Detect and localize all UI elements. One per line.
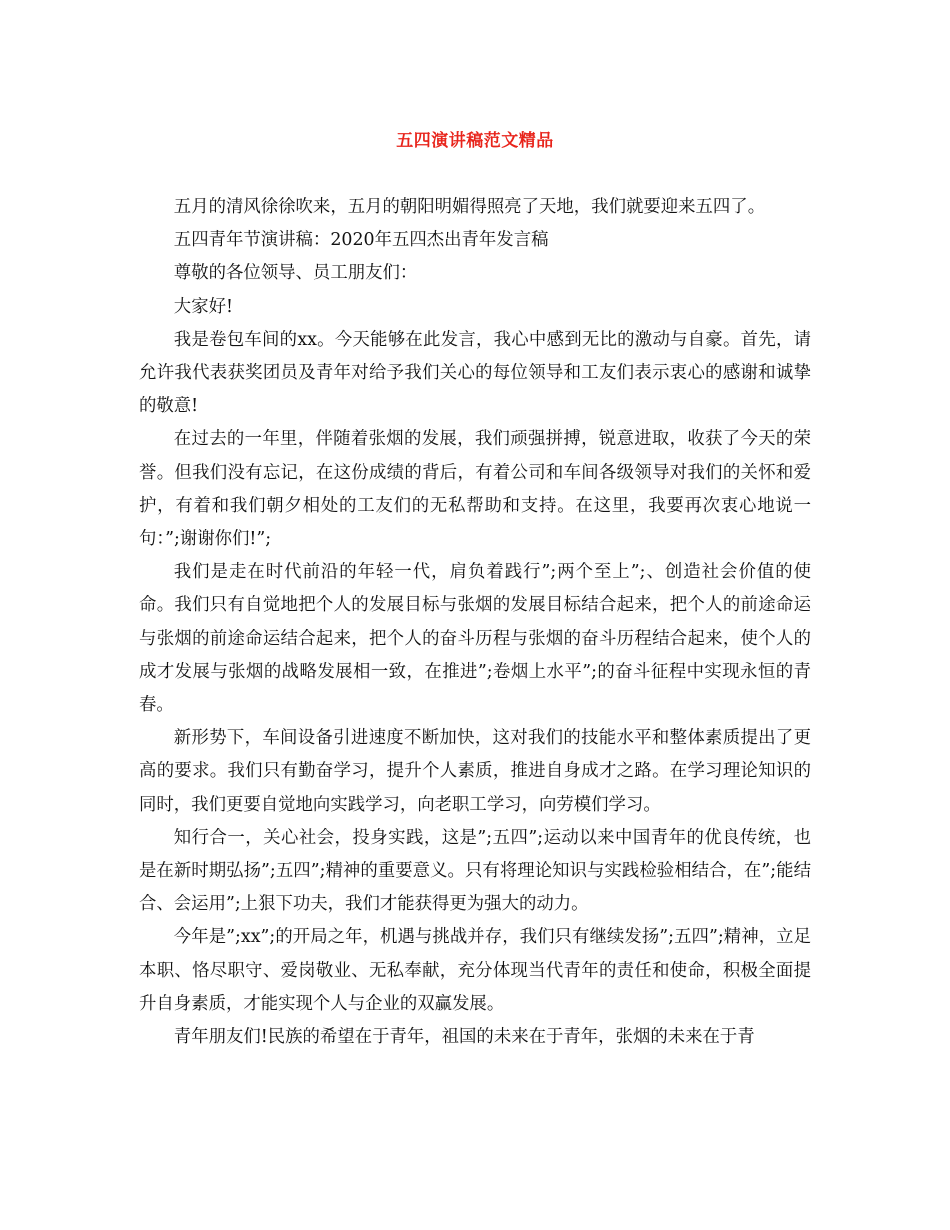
paragraph: 新形势下，车间设备引进速度不断加快，这对我们的技能水平和整体素质提出了更高的要求。我们只有勤奋学习，提升个人素质，推进自身成才之路。在学习理论知识的同时，我们更要自觉地向实践学习，向老职工学习，向劳模们学习。	[139, 728, 811, 815]
document-body	[139, 191, 811, 1054]
paragraph: 青年朋友们!民族的希望在于青年，祖国的未来在于青年，张烟的未来在于青	[173, 1027, 755, 1048]
paragraph: 五四青年节演讲稿：2020年五四杰出青年发言稿	[173, 230, 549, 251]
paragraph: 大家好!	[173, 296, 233, 317]
paragraph: 五月的清风徐徐吹来，五月的朝阳明媚得照亮了天地，我们就要迎来五四了。	[173, 197, 766, 217]
paragraph: 我们是走在时代前沿的年轻一代，肩负着践行”;两个至上”;、创造社会价值的使命。我们只有自觉地把个人的发展目标与张烟的发展目标结合起来，把个人的前途命运与张烟的前途命运结合起来，把个人的奋斗历程与张烟的奋斗历程结合起来，使个人的成才发展与张烟的战略发展相一致，在推进”;卷烟上水平”;的奋斗征程中实现永恒的青春。	[139, 562, 811, 716]
document-title: 五四演讲稿范文精品	[396, 131, 554, 151]
paragraph: 知行合一，关心社会，投身实践，这是”;五四”;运动以来中国青年的优良传统，也是在新时期弘扬”;五四”;精神的重要意义。只有将理论知识与实践检验相结合，在”;能结合、会运用”;上狠下功夫，我们才能获得更为强大的动力。	[139, 827, 811, 915]
paragraph: 在过去的一年里，伴随着张烟的发展，我们顽强拼搏，锐意进取，收获了今天的荣誉。但我们没有忘记，在这份成绩的背后，有着公司和车间各级领导对我们的关怀和爱护，有着和我们朝夕相处的工友们的无私帮助和支持。在这里，我要再次衷心地说一句：”;谢谢你们!”;	[139, 429, 811, 550]
paragraph: 我是卷包车间的xx。今天能够在此发言，我心中感到无比的激动与自豪。首先，请允许我代表获奖团员及青年对给予我们关心的每位领导和工友们表示衷心的感谢和诚挚的敬意!	[139, 329, 811, 417]
paragraph: 今年是”;xx”;的开局之年，机遇与挑战并存，我们只有继续发扬”;五四”;精神，立足本职、恪尽职守、爱岗敬业、无私奉献，充分体现当代青年的责任和使命，积极全面提升自身素质，才能实现个人与企业的双赢发展。	[139, 927, 811, 1014]
paragraph: 尊敬的各位领导、员工朋友们：	[173, 263, 418, 284]
